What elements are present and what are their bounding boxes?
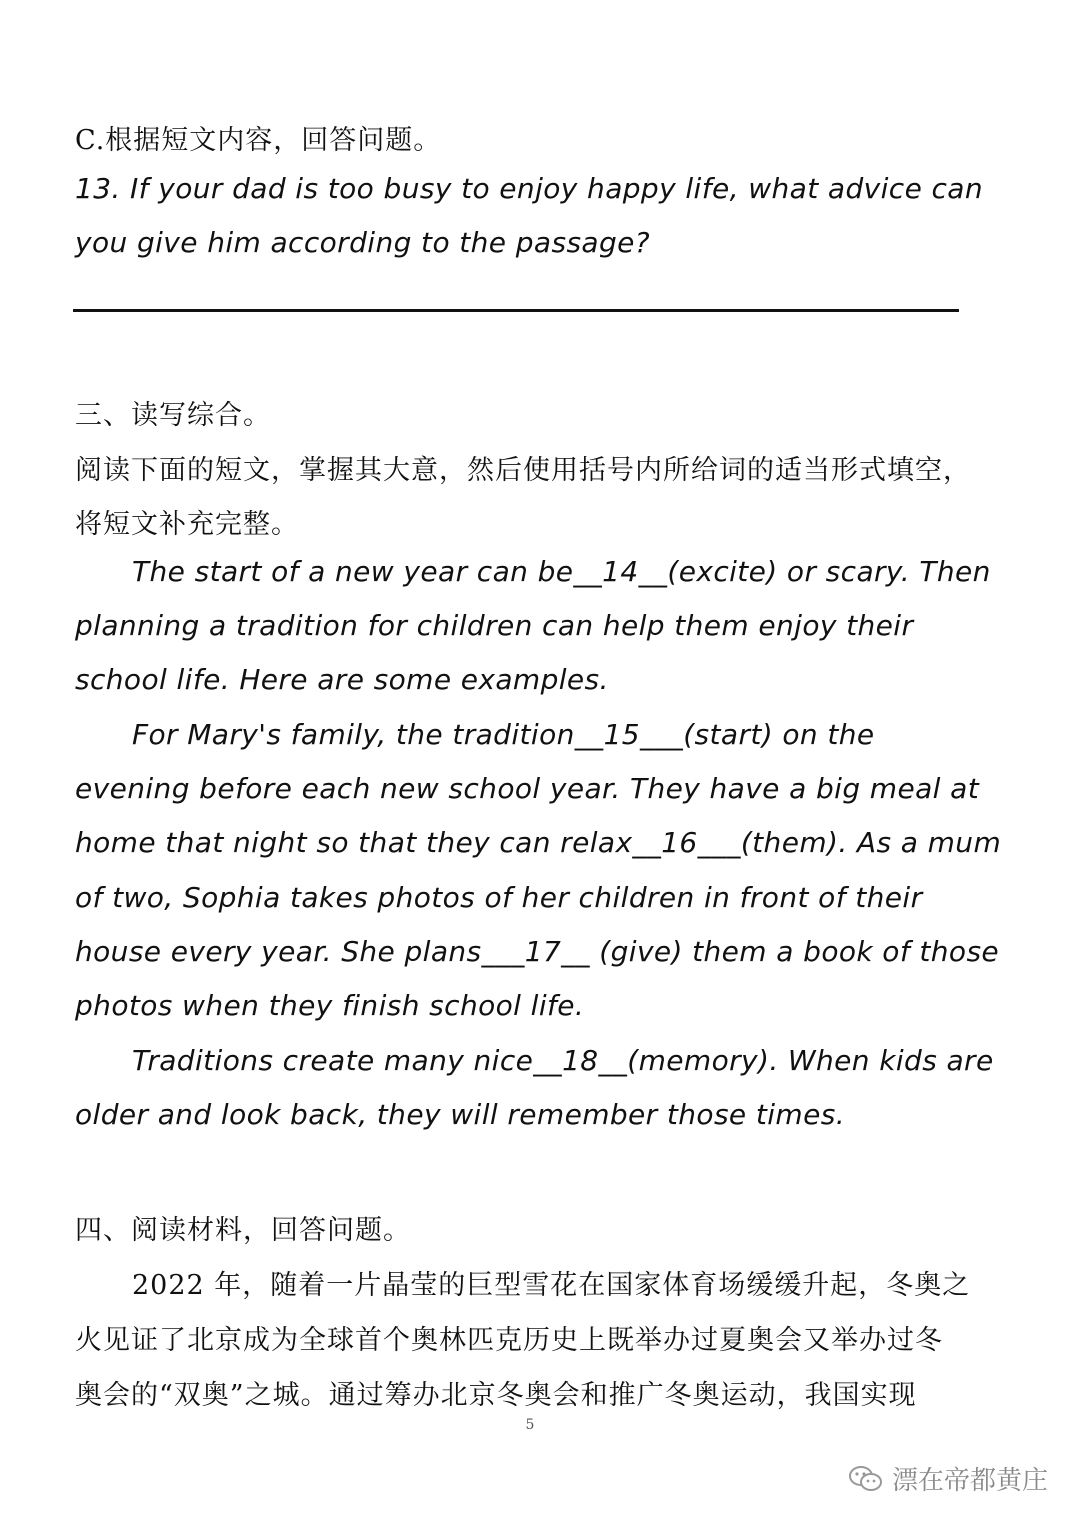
passage-line: For Mary's family, the tradition__15___(start) on the — [132, 718, 875, 751]
section-3-instruction-line-2: 将短文补充完整。 — [75, 509, 299, 540]
page-number: 5 — [525, 1417, 535, 1433]
section-3-heading: 三、读写综合。 — [75, 400, 271, 431]
material-line: 火见证了北京成为全球首个奥林匹克历史上既举办过夏奥会又举办过冬 — [75, 1325, 943, 1356]
passage-line: evening before each new school year. They have a big meal at — [75, 772, 980, 805]
passage-line: Traditions create many nice__18__(memory). When kids are — [132, 1044, 994, 1077]
question-13-line-2: you give him according to the passage? — [75, 226, 651, 259]
section-c-heading: C.根据短文内容，回答问题。 — [75, 125, 442, 156]
passage-line: school life. Here are some examples. — [75, 663, 609, 696]
passage-line: older and look back, they will remember those times. — [75, 1098, 846, 1131]
watermark — [848, 1460, 1048, 1497]
passage-line: The start of a new year can be__14__(excite) or scary. Then — [132, 555, 991, 588]
answer-line — [73, 309, 959, 312]
material-line: 奥会的“双奥”之城。通过筹办北京冬奥会和推广冬奥运动，我国实现 — [75, 1380, 917, 1411]
question-13-line-1: 13. If your dad is too busy to enjoy happy life, what advice can — [75, 172, 984, 205]
passage-line: photos when they finish school life. — [75, 989, 585, 1022]
section-3-instruction-line-1: 阅读下面的短文，掌握其大意，然后使用括号内所给词的适当形式填空， — [75, 455, 971, 486]
section-4-heading: 四、阅读材料，回答问题。 — [75, 1215, 411, 1246]
passage-line: of two, Sophia takes photos of her children in front of their — [75, 881, 923, 914]
passage-line: planning a tradition for children can help them enjoy their — [75, 609, 914, 642]
watermark-text: 漂在帝都黄庄 — [892, 1466, 1049, 1496]
passage-line: house every year. She plans___17__ (give) them a book of those — [75, 935, 1000, 968]
passage-line: home that night so that they can relax__16___(them). As a mum — [75, 826, 1002, 859]
material-line: 2022 年，随着一片晶莹的巨型雪花在国家体育场缓缓升起，冬奥之 — [132, 1270, 971, 1301]
wechat-icon — [848, 1464, 884, 1494]
